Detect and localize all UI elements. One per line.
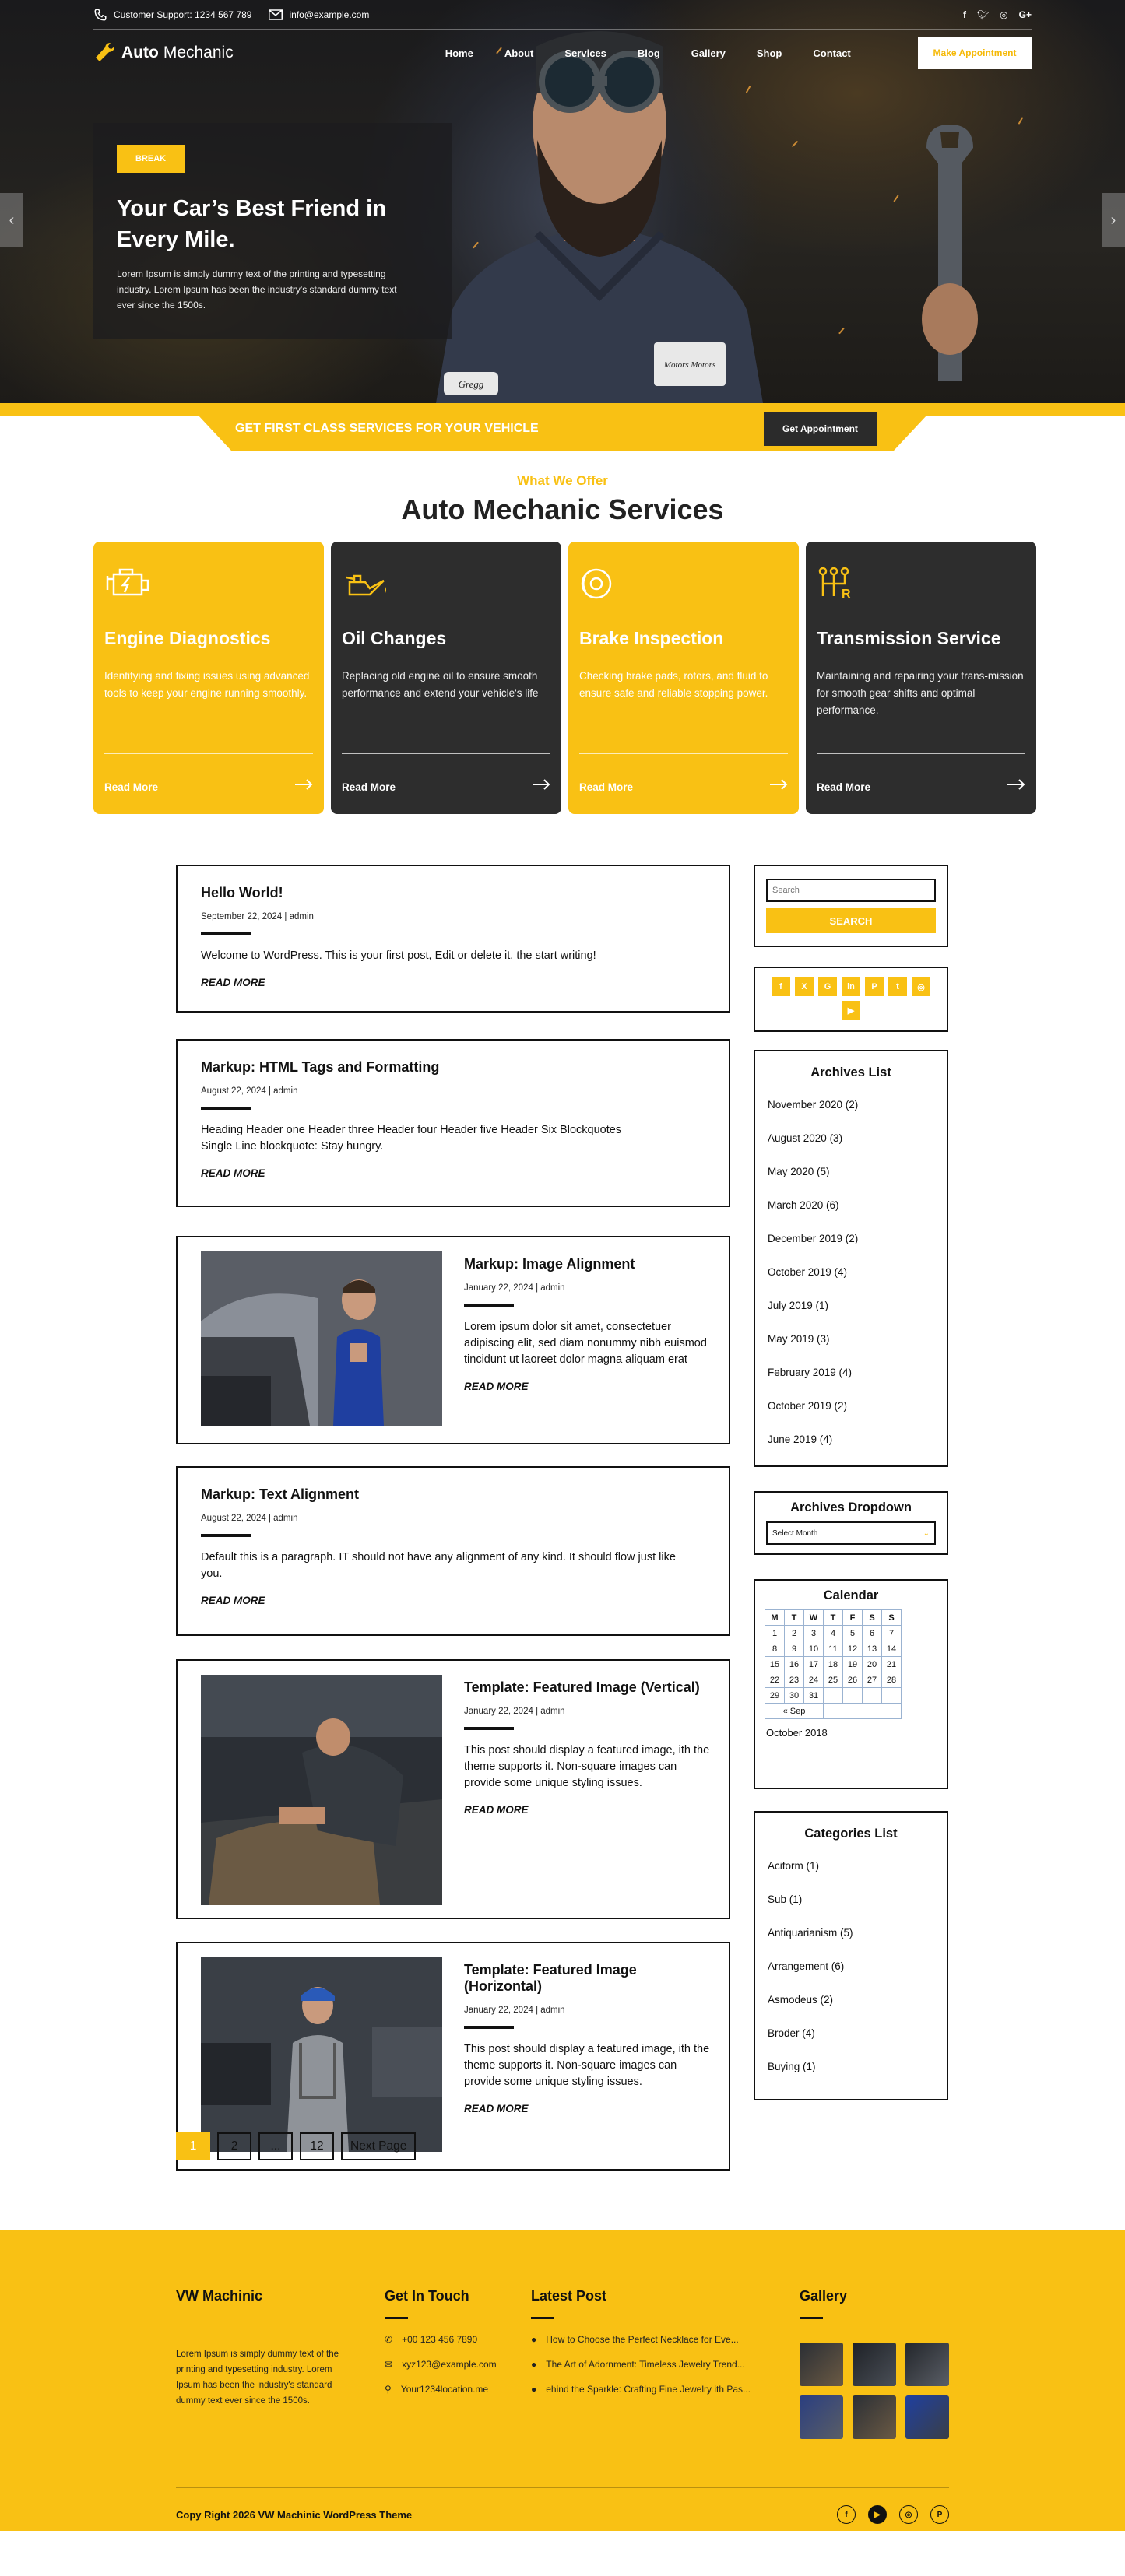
post-excerpt: This post should display a featured image, ith the theme supports it. Non-square images can provide some unique styling issues. <box>464 2043 710 2088</box>
service-card-text: Maintaining and repairing your trans-mission for smooth gear shifts and optimal performance. <box>817 670 1024 716</box>
site-footer <box>0 2230 1125 2531</box>
gallery-grid <box>800 2343 955 2439</box>
footer-location[interactable] <box>385 2377 509 2402</box>
service-card-engine[interactable] <box>93 542 324 814</box>
archives-dropdown-title: Archives Dropdown <box>790 1500 912 1514</box>
footer-gallery-title: Gallery <box>800 2288 848 2304</box>
bullet-icon: ● <box>531 2384 537 2395</box>
mechanic-photo <box>201 1957 442 2152</box>
footer-bottom <box>176 2487 949 2524</box>
instagram-icon[interactable]: ◎ <box>912 977 930 996</box>
search-input[interactable] <box>766 879 936 902</box>
footer-latest <box>531 2288 765 2402</box>
service-card-text: Replacing old engine oil to ensure smooth performance and extend your vehicle's life <box>342 670 539 699</box>
main-nav <box>93 36 1032 70</box>
calendar-day: 14 <box>882 1641 902 1657</box>
nav-item-blog[interactable]: Blog <box>637 47 660 59</box>
gallery-thumb[interactable] <box>905 2395 949 2439</box>
post-excerpt: Heading Header one Header three Header four Header five Header Six Blockquotes Single Line blockquote: Stay hungry. <box>201 1124 622 1153</box>
page-1-button[interactable]: 1 <box>176 2132 210 2160</box>
archives-title: Archives List <box>810 1065 891 1079</box>
calendar-day: 1 <box>765 1626 785 1641</box>
calendar-day: 7 <box>882 1626 902 1641</box>
category-item[interactable]: Asmodeus (2) <box>768 1994 834 2006</box>
card-divider <box>342 753 550 754</box>
calendar-day-head: W <box>804 1610 824 1626</box>
nav-item-about[interactable]: About <box>504 47 534 59</box>
read-more-link[interactable]: READ MORE <box>464 1381 529 1392</box>
card-divider <box>817 753 1025 754</box>
post-title[interactable]: Markup: Text Alignment <box>201 1486 360 1502</box>
card-divider <box>579 753 788 754</box>
social-icons <box>755 968 947 1027</box>
gallery-thumb[interactable] <box>905 2343 949 2386</box>
calendar-day: 28 <box>882 1672 902 1688</box>
latest-post-text: ehind the Sparkle: Crafting Fine Jewelry ith Pas... <box>546 2384 751 2395</box>
hero-section <box>0 0 1125 403</box>
calendar-day: 31 <box>804 1688 824 1704</box>
support-phone[interactable] <box>93 8 251 22</box>
read-more-link[interactable]: Read More <box>104 781 159 793</box>
wrench-icon <box>903 117 997 397</box>
logo-light: Mechanic <box>163 44 234 61</box>
spark <box>893 195 898 202</box>
calendar-widget <box>754 1579 948 1789</box>
pinterest-icon[interactable]: P <box>930 2505 949 2524</box>
calendar-day: 9 <box>785 1641 804 1657</box>
mechanic-photo <box>201 1675 442 1905</box>
latest-post-link[interactable] <box>531 2327 765 2352</box>
oil-can-icon <box>342 567 390 601</box>
archive-item[interactable]: October 2019 (2) <box>768 1400 848 1412</box>
archive-item[interactable]: December 2019 (2) <box>768 1233 859 1244</box>
archive-item[interactable]: June 2019 (4) <box>768 1434 833 1445</box>
svg-text:R: R <box>842 588 851 601</box>
service-card-transmission[interactable] <box>806 542 1036 814</box>
spark <box>1018 117 1024 125</box>
top-bar <box>93 0 1032 30</box>
category-item[interactable]: Aciform (1) <box>768 1860 820 1872</box>
service-card-title: Brake Inspection <box>579 628 724 648</box>
footer-brand: VW Machinic <box>176 2288 263 2304</box>
blog-post <box>176 1466 730 1636</box>
calendar-day: 27 <box>863 1672 882 1688</box>
service-card-oil[interactable] <box>331 542 561 814</box>
hero-text: Lorem Ipsum is simply dummy text of the printing and typesetting industry. Lorem Ipsum has been the industry's standard dummy text ever since the 1500s. <box>117 268 397 311</box>
footer-email-text: xyz123@example.com <box>402 2359 497 2370</box>
bullet-icon: ● <box>531 2334 537 2345</box>
category-item[interactable]: Arrangement (6) <box>768 1960 845 1972</box>
footer-about <box>176 2288 355 2409</box>
instagram-icon[interactable]: ◎ <box>899 2505 918 2524</box>
bullet-icon: ● <box>531 2359 537 2370</box>
calendar-day: 11 <box>824 1641 843 1657</box>
calendar-day: 3 <box>804 1626 824 1641</box>
footer-gallery <box>800 2288 955 2439</box>
footer-divider <box>385 2317 408 2319</box>
gallery-thumb[interactable] <box>800 2395 843 2439</box>
categories-title: Categories List <box>804 1827 898 1841</box>
archive-item[interactable]: May 2020 (5) <box>768 1166 830 1177</box>
logo-bold: Auto <box>121 44 159 61</box>
calendar-day: 10 <box>804 1641 824 1657</box>
services-title: Auto Mechanic Services <box>401 493 724 525</box>
archives-dropdown-widget <box>754 1491 948 1555</box>
categories-widget <box>754 1811 948 2100</box>
categories-list <box>755 1849 947 2083</box>
post-title[interactable]: Template: Featured Image (Vertical) <box>464 1679 700 1695</box>
engine-icon <box>104 567 153 601</box>
footer-contact-title: Get In Touch <box>385 2288 469 2304</box>
post-title[interactable]: Markup: HTML Tags and Formatting <box>201 1059 440 1075</box>
read-more-link[interactable]: Read More <box>817 781 871 793</box>
arrow-right-icon[interactable] <box>769 779 788 794</box>
nav-item-contact[interactable]: Contact <box>813 47 851 59</box>
post-body <box>464 1679 710 1816</box>
calendar-day <box>843 1688 863 1704</box>
google-plus-icon[interactable]: G+ <box>1018 9 1032 20</box>
calendar-day: 4 <box>824 1626 843 1641</box>
latest-post-text: How to Choose the Perfect Necklace for Eve... <box>546 2334 739 2345</box>
post-divider <box>464 1727 514 1730</box>
calendar-day-head: M <box>765 1610 785 1626</box>
post-divider <box>201 1107 251 1110</box>
page-12-button[interactable]: 12 <box>300 2132 334 2160</box>
read-more-link[interactable]: READ MORE <box>201 977 265 988</box>
calendar-day-head: S <box>863 1610 882 1626</box>
patch-text: Motors Motors <box>663 360 716 370</box>
calendar-day: 13 <box>863 1641 882 1657</box>
service-cards <box>93 542 1032 814</box>
post-image[interactable] <box>201 1675 442 1905</box>
services-kicker: What We Offer <box>517 473 608 488</box>
blog-section <box>0 814 1125 2230</box>
hero-badge: BREAK <box>117 145 185 173</box>
hero-caption <box>93 123 452 339</box>
service-card-title: Transmission Service <box>817 628 1001 648</box>
pagination <box>176 2132 416 2160</box>
calendar-day: 21 <box>882 1657 902 1672</box>
name-tag-text: Gregg <box>458 378 484 390</box>
mail-icon <box>269 9 283 20</box>
calendar-day: 24 <box>804 1672 824 1688</box>
make-appointment-button[interactable]: Make Appointment <box>918 37 1032 69</box>
calendar-day <box>863 1688 882 1704</box>
post-meta: January 22, 2024 | admin <box>464 2006 565 2015</box>
gallery-thumb[interactable] <box>800 2343 843 2386</box>
nav-menu <box>445 47 851 59</box>
twitter-icon[interactable]: 🐦︎ <box>976 9 990 20</box>
post-meta: August 22, 2024 | admin <box>201 1514 298 1523</box>
read-more-link[interactable]: READ MORE <box>201 1595 265 1606</box>
calendar-day: 25 <box>824 1672 843 1688</box>
latest-post-link[interactable] <box>531 2352 765 2377</box>
service-card-title: Oil Changes <box>342 628 447 648</box>
calendar-day: 18 <box>824 1657 843 1672</box>
calendar-day <box>882 1688 902 1704</box>
post-body <box>464 1962 710 2114</box>
read-more-link[interactable]: READ MORE <box>201 1167 265 1179</box>
category-item[interactable]: Buying (1) <box>768 2061 816 2072</box>
calendar-next-empty <box>824 1704 902 1719</box>
blog-post <box>176 1039 730 1207</box>
calendar-prev-link[interactable]: « Sep <box>765 1704 824 1719</box>
post-title[interactable]: Markup: Image Alignment <box>464 1256 635 1272</box>
footer-divider <box>800 2317 823 2319</box>
facebook-icon[interactable]: f <box>772 977 790 996</box>
youtube-icon[interactable]: ▶ <box>868 2505 887 2524</box>
gearbox-icon <box>817 567 865 601</box>
calendar-caption: October 2018 <box>766 1727 828 1739</box>
nav-item-services[interactable]: Services <box>564 47 606 59</box>
calendar-day-head: S <box>882 1610 902 1626</box>
post-divider <box>201 932 251 935</box>
services-band <box>0 403 1125 451</box>
archive-item[interactable]: February 2019 (4) <box>768 1367 853 1378</box>
read-more-link[interactable]: READ MORE <box>464 1804 529 1816</box>
archive-item[interactable]: August 2020 (3) <box>768 1132 843 1144</box>
mail-icon: ✉ <box>385 2359 393 2370</box>
post-excerpt: Default this is a paragraph. IT should not have any alignment of any kind. It should flow just like you. <box>201 1551 676 1580</box>
footer-contact <box>385 2288 509 2402</box>
post-meta: January 22, 2024 | admin <box>464 1707 565 1716</box>
linkedin-icon[interactable]: in <box>842 977 860 996</box>
latest-post-link[interactable] <box>531 2377 765 2402</box>
calendar-day: 26 <box>843 1672 863 1688</box>
calendar-day: 29 <box>765 1688 785 1704</box>
get-appointment-button[interactable]: Get Appointment <box>764 412 877 446</box>
post-meta: September 22, 2024 | admin <box>201 912 314 921</box>
spark <box>838 328 845 335</box>
category-item[interactable]: Sub (1) <box>768 1893 803 1905</box>
search-button[interactable]: SEARCH <box>766 908 936 933</box>
post-divider <box>464 1304 514 1307</box>
instagram-icon[interactable]: ◎ <box>1000 9 1008 20</box>
archives-list <box>755 1088 947 1456</box>
post-title[interactable]: Hello World! <box>201 885 283 900</box>
read-more-link[interactable]: READ MORE <box>464 2103 529 2114</box>
post-image[interactable] <box>201 1957 442 2152</box>
post-divider <box>464 2026 514 2029</box>
read-more-link[interactable]: Read More <box>579 781 634 793</box>
calendar-day: 2 <box>785 1626 804 1641</box>
blog-post <box>176 865 730 1013</box>
slider-next-button[interactable] <box>1102 193 1125 247</box>
facebook-icon[interactable]: f <box>962 9 966 20</box>
calendar-day: 8 <box>765 1641 785 1657</box>
phone-icon: ✆ <box>385 2334 393 2345</box>
calendar-day: 20 <box>863 1657 882 1672</box>
calendar-day-head: F <box>843 1610 863 1626</box>
footer-socials <box>837 2505 949 2524</box>
calendar-table <box>765 1609 902 1719</box>
brake-disc-icon <box>579 567 628 601</box>
wrench-logo-icon <box>93 41 117 65</box>
archive-item[interactable]: May 2019 (3) <box>768 1333 830 1345</box>
services-section <box>0 451 1125 814</box>
calendar-day: 15 <box>765 1657 785 1672</box>
facebook-icon[interactable]: f <box>837 2505 856 2524</box>
chevron-right-icon: › <box>1110 211 1116 229</box>
copyright-text: Copy Right 2026 VW Machinic WordPress Theme <box>176 2508 413 2521</box>
hero-title: Your Car’s Best Friend in Every Mile. <box>117 196 386 252</box>
footer-divider <box>531 2317 554 2319</box>
calendar-day-head: T <box>785 1610 804 1626</box>
arrow-right-icon[interactable] <box>294 779 313 794</box>
service-card-text: Checking brake pads, rotors, and fluid to ensure safe and reliable stopping power. <box>579 670 768 699</box>
nav-item-home[interactable]: Home <box>445 47 473 59</box>
site-logo[interactable] <box>93 41 234 65</box>
blog-post <box>176 1659 730 1919</box>
location-pin-icon: ⚲ <box>385 2384 392 2395</box>
footer-about-text: Lorem Ipsum is simply dummy text of the printing and typesetting industry. Lorem Ipsum has been the industry's standard dummy text ever since the 1500s. <box>176 2350 339 2406</box>
support-email[interactable] <box>269 9 369 20</box>
mechanic-photo <box>201 1251 442 1426</box>
category-item[interactable]: Antiquarianism (5) <box>768 1927 853 1939</box>
page-ellipsis: ... <box>258 2132 293 2160</box>
archive-item[interactable]: November 2020 (2) <box>768 1099 859 1111</box>
social-widget <box>754 967 948 1032</box>
post-image[interactable] <box>201 1251 442 1426</box>
archive-item[interactable]: March 2020 (6) <box>768 1199 839 1211</box>
pinterest-icon[interactable]: P <box>865 977 884 996</box>
chevron-down-icon: ⌄ <box>923 1528 930 1538</box>
support-phone-text: Customer Support: 1234 567 789 <box>114 9 252 20</box>
category-item[interactable]: Broder (4) <box>768 2027 815 2039</box>
archives-widget <box>754 1050 948 1467</box>
nav-item-shop[interactable]: Shop <box>756 47 782 59</box>
service-card-title: Engine Diagnostics <box>104 628 271 648</box>
calendar-day-head: T <box>824 1610 843 1626</box>
topbar-socials <box>963 9 1032 20</box>
blog-post <box>176 1236 730 1444</box>
arrow-right-icon[interactable] <box>532 779 550 794</box>
post-excerpt: This post should display a featured image, ith the theme supports it. Non-square images can provide some unique styling issues. <box>464 1744 710 1789</box>
post-divider <box>201 1534 251 1537</box>
month-select-value: Select Month <box>772 1528 818 1538</box>
post-meta: August 22, 2024 | admin <box>201 1086 298 1096</box>
arrow-right-icon[interactable] <box>1007 779 1025 794</box>
calendar-day: 5 <box>843 1626 863 1641</box>
slider-prev-button[interactable] <box>0 193 23 247</box>
latest-post-text: The Art of Adornment: Timeless Jewelry Trend... <box>546 2359 745 2370</box>
post-excerpt: Lorem ipsum dolor sit amet, consectetuer adipiscing elit, sed diam nonummy nibh euismod tincidunt ut laoreet dolor magna aliquam erat <box>464 1321 707 1366</box>
calendar-title: Calendar <box>823 1588 879 1602</box>
footer-phone[interactable] <box>385 2327 509 2352</box>
footer-phone-text: +00 123 456 7890 <box>402 2334 478 2345</box>
youtube-icon[interactable]: ▶ <box>842 1001 860 1020</box>
post-excerpt: Welcome to WordPress. This is your first post, Edit or delete it, the start writing! <box>201 949 596 962</box>
tumblr-icon[interactable]: t <box>888 977 907 996</box>
gallery-thumb[interactable] <box>853 2395 896 2439</box>
page-2-button[interactable]: 2 <box>217 2132 251 2160</box>
search-widget <box>754 865 948 947</box>
phone-icon <box>93 8 107 22</box>
calendar-day: 12 <box>843 1641 863 1657</box>
footer-latest-title: Latest Post <box>531 2288 607 2304</box>
post-title[interactable]: Template: Featured Image (Horizontal) <box>464 1962 637 1994</box>
next-page-button[interactable]: Next Page <box>341 2132 416 2160</box>
calendar-day <box>824 1688 843 1704</box>
footer-email[interactable] <box>385 2352 509 2377</box>
calendar-day: 23 <box>785 1672 804 1688</box>
post-meta: January 22, 2024 | admin <box>464 1283 565 1293</box>
post-body <box>464 1256 710 1392</box>
google-icon[interactable]: G <box>818 977 837 996</box>
calendar-day: 22 <box>765 1672 785 1688</box>
calendar-day: 6 <box>863 1626 882 1641</box>
service-card-text: Identifying and fixing issues using advanced tools to keep your engine running smoothly. <box>104 670 310 699</box>
service-card-brake[interactable] <box>568 542 799 814</box>
support-email-text: info@example.com <box>289 9 370 20</box>
chevron-left-icon: ‹ <box>9 211 15 229</box>
calendar-day: 17 <box>804 1657 824 1672</box>
nav-item-gallery[interactable]: Gallery <box>691 47 726 59</box>
band-text: GET FIRST CLASS SERVICES FOR YOUR VEHICLE <box>235 422 539 435</box>
read-more-link[interactable]: Read More <box>342 781 396 793</box>
calendar-day: 19 <box>843 1657 863 1672</box>
x-twitter-icon[interactable]: X <box>795 977 814 996</box>
month-select[interactable] <box>766 1521 936 1545</box>
calendar-day: 16 <box>785 1657 804 1672</box>
gallery-thumb[interactable] <box>853 2343 896 2386</box>
archive-item[interactable]: October 2019 (4) <box>768 1266 848 1278</box>
calendar-day: 30 <box>785 1688 804 1704</box>
card-divider <box>104 753 313 754</box>
footer-location-text: Your1234location.me <box>400 2384 489 2395</box>
archive-item[interactable]: July 2019 (1) <box>768 1300 829 1311</box>
